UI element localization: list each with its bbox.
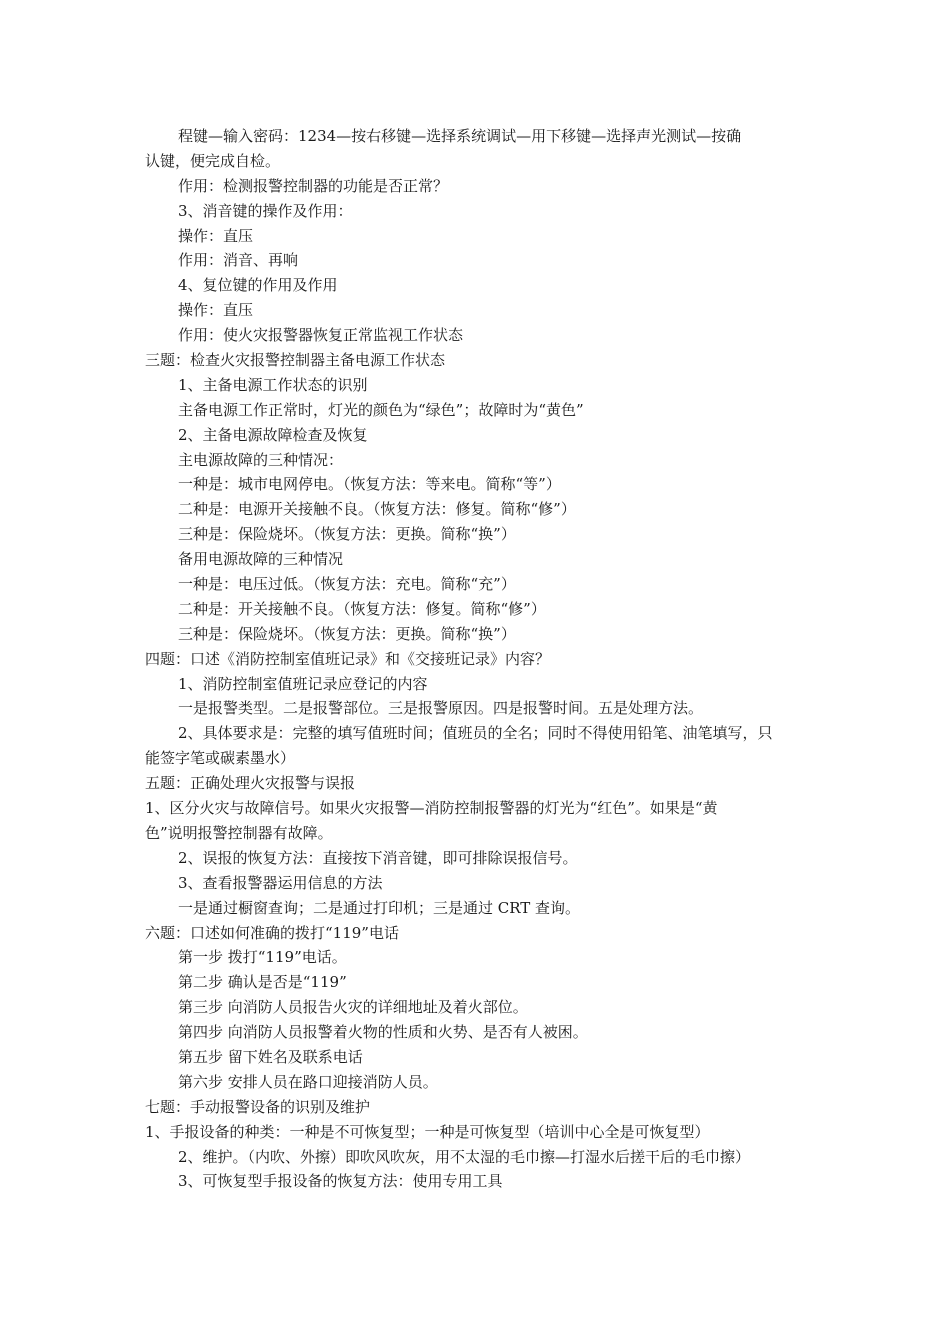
text-line: 主电源故障的三种情况： <box>178 450 344 469</box>
text-line: 第四步 向消防人员报警着火物的性质和火势、是否有人被困。 <box>178 1023 588 1042</box>
text-line: 能签字笔或碳素墨水） <box>145 749 296 768</box>
text-line: 3、查看报警器运用信息的方法 <box>178 873 383 892</box>
text-line: 色”说明报警控制器有故障。 <box>145 823 333 842</box>
text-line: 4、复位键的作用及作用 <box>178 276 338 295</box>
text-line: 七题：手动报警设备的识别及维护 <box>145 1097 371 1116</box>
text-line: 第六步 安排人员在路口迎接消防人员。 <box>178 1072 438 1091</box>
document-body <box>145 124 810 1194</box>
text-line: 一是报警类型。二是报警部位。三是报警原因。四是报警时间。五是处理方法。 <box>178 699 704 718</box>
text-line: 第一步 拨打“119”电话。 <box>178 948 347 967</box>
text-line: 1、消防控制室值班记录应登记的内容 <box>178 674 428 693</box>
text-line: 2、主备电源故障检查及恢复 <box>178 425 368 444</box>
text-line: 六题：口述如何准确的拨打“119”电话 <box>145 923 399 942</box>
text-line: 第三步 向消防人员报告火灾的详细地址及着火部位。 <box>178 998 528 1017</box>
text-line: 三种是：保险烧坏。（恢复方法：更换。简称“换”） <box>178 525 516 544</box>
text-line: 主备电源工作正常时，灯光的颜色为“绿色”；故障时为“黄色” <box>178 400 584 419</box>
text-line: 操作：直压 <box>178 226 254 245</box>
text-line: 认键，便完成自检。 <box>145 151 281 170</box>
text-line: 一种是：电压过低。（恢复方法：充电。简称“充”） <box>178 575 516 594</box>
text-line: 第二步 确认是否是“119” <box>178 973 347 992</box>
text-line: 程键—输入密码：1234—按右移键—选择系统调试—用下移键—选择声光测试—按确 <box>178 127 742 145</box>
text-line: 1、主备电源工作状态的识别 <box>178 375 368 394</box>
text-line: 3、消音键的操作及作用： <box>178 201 353 220</box>
text-line: 作用：检测报警控制器的功能是否正常？ <box>178 176 449 195</box>
text-line: 四题：口述《消防控制室值班记录》和《交接班记录》内容？ <box>145 649 551 668</box>
text-line: 一种是：城市电网停电。（恢复方法：等来电。简称“等”） <box>178 475 561 494</box>
text-line: 1、手报设备的种类：一种是不可恢复型；一种是可恢复型（培训中心全是可恢复型） <box>145 1122 710 1141</box>
text-line: 2、维护。（内吹、外擦）即吹风吹灰，用不太湿的毛巾擦—打湿水后搓干后的毛巾擦） <box>178 1147 751 1166</box>
text-line: 三种是：保险烧坏。（恢复方法：更换。简称“换”） <box>178 624 516 643</box>
text-line: 1、区分火灾与故障信号。如果火灾报警—消防控制报警器的灯光为“红色”。如果是“黄 <box>145 799 718 818</box>
text-line: 备用电源故障的三种情况 <box>178 550 344 569</box>
text-line: 五题：正确处理火灾报警与误报 <box>145 774 356 793</box>
text-line: 作用：消音、再响 <box>178 251 299 270</box>
text-line: 二种是：电源开关接触不良。（恢复方法：修复。简称“修”） <box>178 500 576 519</box>
text-line: 三题：检查火灾报警控制器主备电源工作状态 <box>145 351 446 370</box>
text-line: 2、误报的恢复方法：直接按下消音键，即可排除误报信号。 <box>178 848 578 867</box>
text-line: 3、可恢复型手报设备的恢复方法：使用专用工具 <box>178 1172 503 1191</box>
text-line: 二种是：开关接触不良。（恢复方法：修复。简称“修”） <box>178 599 546 618</box>
text-line: 一是通过橱窗查询；二是通过打印机；三是通过 CRT 查询。 <box>178 898 581 917</box>
text-line: 2、具体要求是：完整的填写值班时间；值班员的全名；同时不得使用铅笔、油笔填写，只 <box>178 724 773 743</box>
text-line: 操作：直压 <box>178 301 254 320</box>
text-line: 作用：使火灾报警器恢复正常监视工作状态 <box>178 326 464 345</box>
text-line: 第五步 留下姓名及联系电话 <box>178 1047 363 1066</box>
